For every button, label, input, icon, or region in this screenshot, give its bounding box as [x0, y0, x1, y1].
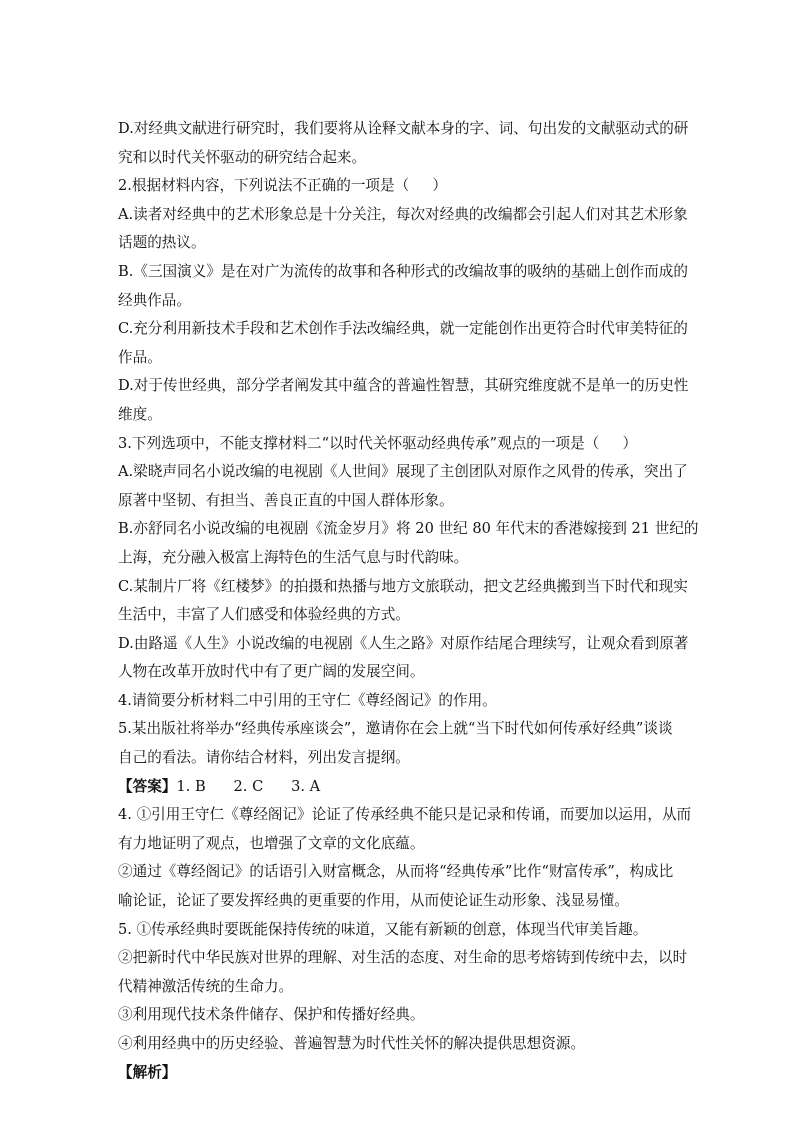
text-line: C.某制片厂将《红楼梦》的拍摄和热播与地方文旅联动，把文艺经典搬到当下时代和现实 [118, 577, 688, 595]
answer-text-line: 代精神激活传统的生命力。 [118, 977, 294, 995]
answer-text-line: ③利用现代技术条件储存、保护和传播好经典。 [118, 1006, 425, 1024]
analysis-label: 【解析】 [118, 1063, 177, 1081]
text-line: D.对经典文献进行研究时，我们要将从诠释文献本身的字、词、句出发的文献驱动式的研 [118, 120, 689, 137]
answer-values: 1. B 2. C 3. A [176, 777, 321, 795]
question-4: 4.请简要分析材料二中引用的王守仁《尊经阁记》的作用。 [118, 691, 497, 709]
question-2: 2.根据材料内容，下列说法不正确的一项是（ ） [118, 177, 447, 195]
answer-text-line: 5. ①传承经典时要既能保持传统的味道，又能有新颖的创意，体现当代审美旨趣。 [118, 920, 648, 938]
text-line: 自己的看法。请你结合材料，列出发言提纲。 [118, 749, 410, 767]
text-line: 究和以时代关怀驱动的研究结合起来。 [118, 148, 367, 166]
text-line: C.充分利用新技术手段和艺术创作手法改编经典，就一定能创作出更符合时代审美特征的 [118, 320, 688, 338]
answer-text-line: 喻论证，论证了要发挥经典的更重要的作用，从而使论证生动形象、浅显易懂。 [118, 892, 629, 910]
answer-block [118, 773, 692, 1088]
text-line: D.由路遥《人生》小说改编的电视剧《人生之路》对原作结尾合理续写，让观众看到原著 [118, 634, 689, 652]
question-block [118, 115, 699, 773]
answer-text-line: ②通过《尊经阁记》的话语引入财富概念，从而将“经典传承”比作“财富传承”，构成比 [118, 863, 674, 881]
text-line: B.亦舒同名小说改编的电视剧《流金岁月》将 20 世纪 80 年代末的香港嫁接到 21 世纪的 [118, 520, 699, 538]
text-line: 原著中坚韧、有担当、善良正直的中国人群体形象。 [118, 491, 454, 509]
answer-text-line: ④利用经典中的历史经验、普遍智慧为时代性关怀的解决提供思想资源。 [118, 1035, 586, 1052]
text-line: 作品。 [118, 348, 162, 366]
text-line: 生活中，丰富了人们感受和体验经典的方式。 [118, 606, 410, 624]
text-line: D.对于传世经典，部分学者阐发其中蕴含的普遍性智慧，其研究维度就不是单一的历史性 [118, 377, 689, 395]
text-line: 话题的热议。 [118, 234, 206, 252]
answer-text-line: ②把新时代中华民族对世界的理解、对生活的态度、对生命的思考熔铸到传统中去，以时 [118, 949, 688, 967]
document-page [118, 115, 699, 1087]
answer-text-line: 有力地证明了观点，也增强了文章的文化底蕴。 [118, 834, 425, 852]
answer-label: 【答案】 [118, 777, 177, 795]
question-5: 5.某出版社将举办“经典传承座谈会”，邀请你在会上就“当下时代如何传承好经典”谈谈 [118, 720, 673, 738]
text-line: 维度。 [118, 405, 162, 423]
text-line: 人物在改革开放时代中有了更广阔的发展空间。 [118, 663, 425, 681]
answer-line [118, 773, 678, 802]
text-line: 经典作品。 [118, 291, 191, 309]
text-line: A.读者对经典中的艺术形象总是十分关注，每次对经典的改编都会引起人们对其艺术形象 [118, 205, 688, 223]
question-3: 3.下列选项中，不能支撑材料二“以时代关怀驱动经典传承”观点的一项是（ ） [118, 434, 638, 452]
text-line: 上海，充分融入极富上海特色的生活气息与时代韵味。 [118, 548, 469, 566]
text-line: A.梁晓声同名小说改编的电视剧《人世间》展现了主创团队对原作之风骨的传承，突出了 [118, 463, 688, 481]
answer-text-line: 4. ①引用王守仁《尊经阁记》论证了传承经典不能只是记录和传诵，而要加以运用，从而 [118, 806, 692, 824]
text-line: B.《三国演义》是在对广为流传的故事和各种形式的改编故事的吸纳的基础上创作而成的 [118, 262, 688, 280]
